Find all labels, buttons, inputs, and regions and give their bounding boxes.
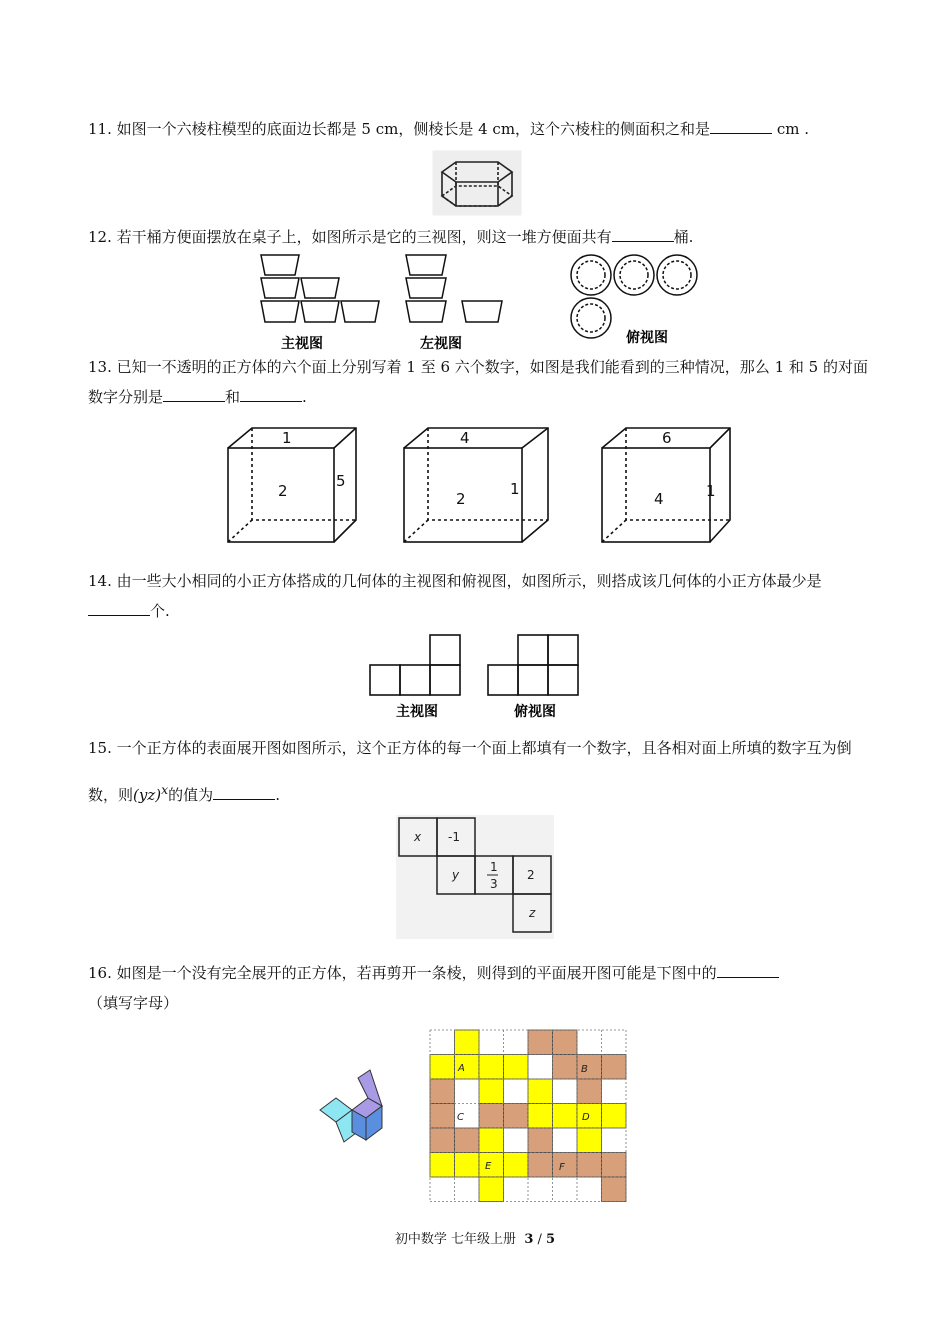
grid-cell [577, 1079, 602, 1104]
front-view-label: 主视图 [281, 336, 323, 352]
grid-cell [553, 1030, 578, 1055]
grid-cell [602, 1104, 627, 1129]
grid-cell [430, 1128, 455, 1153]
question-15: 15. 一个正方体的表面展开图如图所示，这个正方体的每一个面上都填有一个数字，且各相对面上所填的数字互为倒数，则(yz)$^x$的值为 . [88, 739, 852, 804]
cell-z: z [529, 906, 536, 920]
unfolding-options-grid [426, 1028, 630, 1204]
hexagonal-prism-figure [432, 150, 522, 216]
answer-blank-1[interactable] [163, 385, 225, 402]
grid-cell [602, 1177, 627, 1202]
cube3-top-number: 6 [662, 429, 672, 447]
option-b-label: B [581, 1064, 588, 1075]
grid-cell [479, 1104, 504, 1129]
grid-cell [455, 1030, 480, 1055]
cube2-front-number: 2 [456, 490, 466, 508]
page-footer: 初中数学 七年级上册 3 / 5 [394, 1232, 556, 1247]
option-a-label: A [458, 1063, 465, 1074]
cell-frac-num: 1 [490, 860, 498, 874]
grid-cell [455, 1153, 480, 1178]
cube1-front-number: 2 [278, 482, 288, 500]
question-16: 16. 如图是一个没有完全展开的正方体，若再剪开一条棱，则得到的平面展开图可能是下图中的（填写字母） [88, 958, 868, 1018]
answer-blank[interactable] [88, 599, 150, 616]
expression: (yz) [133, 786, 162, 804]
grid-cell [479, 1128, 504, 1153]
grid-cell [504, 1153, 529, 1178]
cube3-side-number: 1 [706, 482, 716, 500]
partially-unfolded-cube-figure [316, 1066, 388, 1144]
question-14: 14. 由一些大小相同的小正方体搭成的几何体的主视图和俯视图，如图所示，则搭成该几何体的小正方体最少是个. [88, 572, 822, 620]
front-top-view-figure [366, 632, 586, 720]
option-e-label: E [485, 1161, 492, 1172]
expression-exponent: x [161, 782, 169, 797]
answer-blank-2[interactable] [240, 385, 302, 402]
grid-cell [430, 1055, 455, 1080]
answer-blank[interactable] [717, 961, 779, 978]
grid-cell [528, 1128, 553, 1153]
grid-cell [430, 1079, 455, 1104]
cube-net-figure [396, 815, 554, 939]
top-view-label: 俯视图 [626, 330, 668, 346]
option-f-label: F [559, 1162, 565, 1173]
grid-cell [479, 1177, 504, 1202]
dice-cubes-figure [222, 424, 734, 548]
question-13: 13. 已知一不透明的正方体的六个面上分别写着 1 至 6 六个数字，如图是我们能看到的三种情况，那么 1 和 5 的对面数字分别是 和 . [88, 358, 868, 406]
cell-frac-den: 3 [490, 877, 498, 891]
grid-cell [430, 1153, 455, 1178]
cube1-side-number: 5 [336, 472, 346, 490]
left-view-label: 左视图 [420, 336, 462, 352]
grid-cell [577, 1153, 602, 1178]
cube1-top-number: 1 [282, 429, 292, 447]
option-c-label: C [457, 1112, 464, 1123]
cube2-side-number: 1 [510, 480, 520, 498]
three-views-figure [255, 252, 705, 352]
grid-cell [455, 1128, 480, 1153]
question-11: 11. 如图一个六棱柱模型的底面边长都是 5 cm，侧棱长是 4 cm，这个六棱柱的侧面积之和是 cm . [88, 114, 868, 144]
grid-cell [528, 1104, 553, 1129]
grid-cell [430, 1104, 455, 1129]
grid-cell [479, 1079, 504, 1104]
grid-cell [528, 1030, 553, 1055]
grid-cell [504, 1104, 529, 1129]
answer-blank[interactable] [710, 117, 772, 134]
grid-cell [479, 1055, 504, 1080]
answer-blank[interactable] [213, 783, 275, 800]
cell-neg1: -1 [448, 830, 460, 844]
cell-two: 2 [527, 868, 535, 882]
grid-cell [553, 1055, 578, 1080]
cube3-front-number: 4 [654, 490, 664, 508]
cell-x: x [414, 830, 422, 844]
option-d-label: D [582, 1112, 590, 1123]
front-view-label: 主视图 [396, 704, 438, 720]
cell-y: y [452, 868, 460, 882]
grid-cell [528, 1079, 553, 1104]
grid-cell [602, 1153, 627, 1178]
answer-blank[interactable] [612, 225, 674, 242]
grid-cell [528, 1153, 553, 1178]
grid-cell [602, 1055, 627, 1080]
grid-cell [577, 1128, 602, 1153]
cube2-top-number: 4 [460, 429, 470, 447]
grid-cell [504, 1055, 529, 1080]
grid-cell [553, 1104, 578, 1129]
top-view-label: 俯视图 [514, 704, 556, 720]
question-12: 12. 若干桶方便面摆放在桌子上，如图所示是它的三视图，则这一堆方便面共有 桶. [88, 222, 868, 252]
